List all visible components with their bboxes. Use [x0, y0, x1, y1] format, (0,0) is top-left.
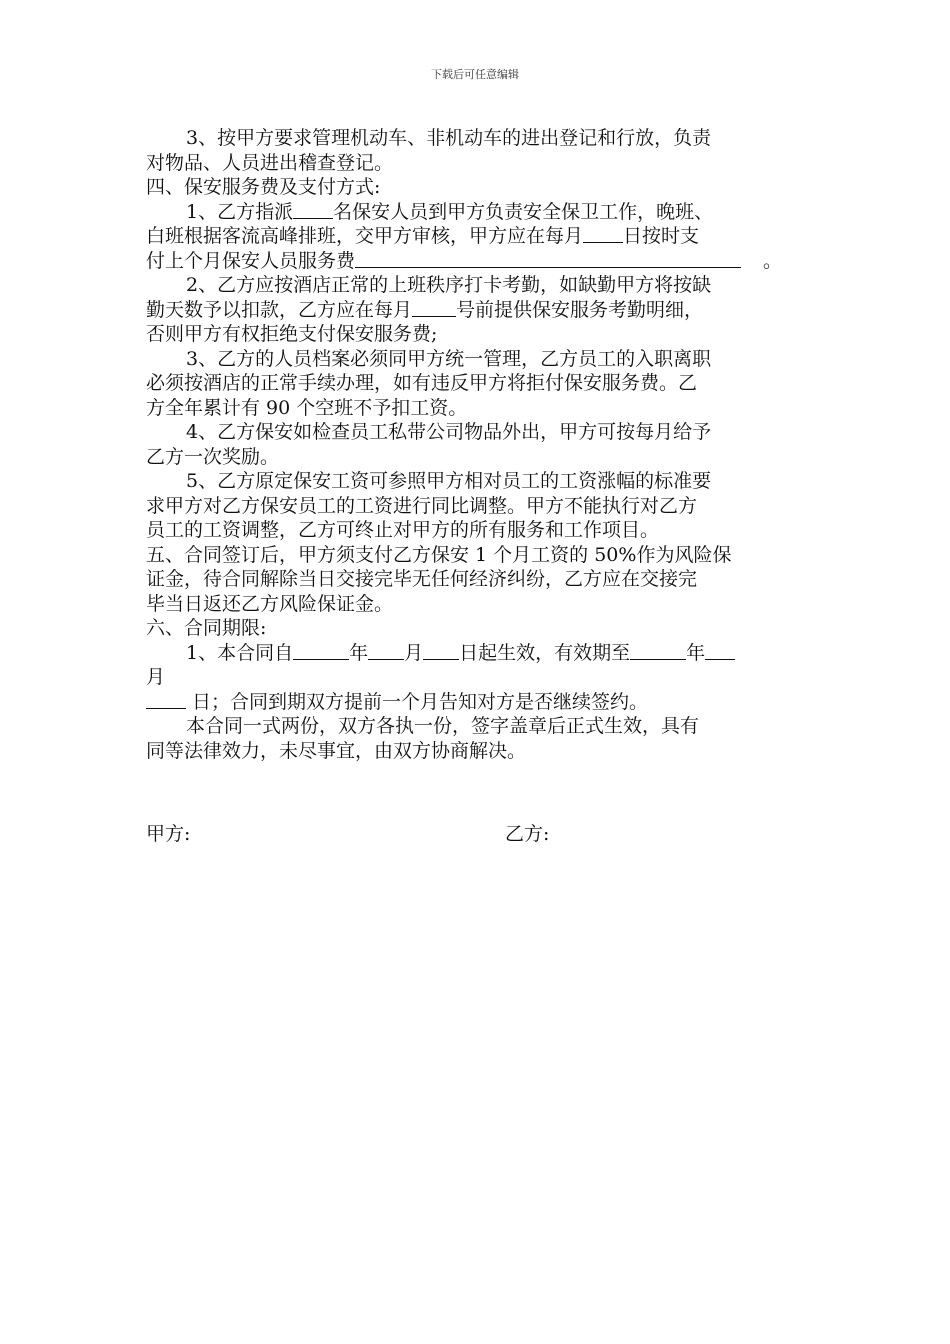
section-4-item-3-line-2: 必须按酒店的正常手续办理，如有违反甲方将拒付保安服务费。乙: [146, 372, 698, 394]
blank-end-month[interactable]: [705, 641, 735, 660]
section-4-item-2-line-1: 2、乙方应按酒店正常的上班秩序打卡考勤，如缺勤甲方将按缺: [186, 274, 712, 296]
text-segment: 名保安人员到甲方负责安全保卫工作，晚班、: [333, 200, 714, 223]
contract-body: [146, 126, 806, 763]
section-4-item-3-line-3: 方全年累计有 90 个空班不予扣工资。: [146, 396, 468, 419]
text-segment: 1、乙方指派: [186, 200, 294, 223]
section-5-line-3: 毕当日返还乙方风险保证金。: [146, 592, 394, 615]
party-a-signature-label: 甲方:: [146, 823, 191, 845]
blank-attendance-day[interactable]: [412, 298, 456, 317]
blank-service-fee[interactable]: [355, 249, 741, 268]
text-segment: 日按时支: [623, 225, 700, 247]
text-segment: 白班根据客流高峰排班，交甲方审核，甲方应在每月: [146, 225, 584, 247]
section-4-item-2-line-2: [146, 298, 806, 323]
section-7-line-1: 本合同一式两份，双方各执一份，签字盖章后正式生效，具有: [186, 715, 700, 737]
text-segment: 1、本合同自: [186, 641, 294, 664]
section-6-item-1-line-3: [146, 690, 806, 715]
section-4-item-5-line-2: 求甲方对乙方保安员工的工资进行同比调整。甲方不能执行对乙方: [146, 494, 698, 517]
section-4-item-3-line-1: 3、乙方的人员档案必须同甲方统一管理，乙方员工的入职离职: [186, 347, 712, 370]
section-4-item-4-line-2: 乙方一次奖励。: [146, 445, 280, 468]
blank-start-day[interactable]: [423, 641, 459, 660]
section-5-line-1: 五、合同签订后，甲方须支付乙方保安 1 个月工资的 50%作为风险保: [146, 543, 732, 566]
section-4-item-2-line-3: 否则甲方有权拒绝支付保安服务费;: [146, 323, 438, 345]
section-7-line-2: 同等法律效力，未尽事宜，由双方协商解决。: [146, 739, 527, 762]
section-5-line-2: 证金，待合同解除当日交接完毕无任何经济纠纷，乙方应在交接完: [146, 568, 698, 590]
blank-payment-day[interactable]: [583, 224, 623, 243]
blank-guard-count[interactable]: [293, 200, 333, 219]
text-segment: 号前提供保安服务考勤明细，: [456, 298, 704, 321]
party-b-signature-label: 乙方:: [505, 823, 550, 845]
section-4-item-5-line-1: 5、乙方原定保安工资可参照甲方相对员工的工资涨幅的标准要: [186, 470, 712, 492]
text-segment: 付上个月保安人员服务费: [146, 249, 356, 272]
text-segment: 勤天数予以扣款，乙方应在每月: [146, 298, 413, 321]
section-4-item-1-line-1: [146, 200, 806, 225]
section-4-item-5-line-3: 员工的工资调整，乙方可终止对甲方的所有服务和工作项目。: [146, 519, 660, 541]
section-4-title: 四、保安服务费及支付方式:: [146, 176, 381, 198]
section-6-title: 六、合同期限:: [146, 617, 267, 639]
text-segment: 。: [763, 249, 783, 272]
section-6-item-1-line-2: 月: [146, 666, 166, 688]
clause-3-line-1: 3、按甲方要求管理机动车、非机动车的进出登记和行放，负责: [186, 127, 712, 149]
text-segment: 日起生效，有效期至: [459, 641, 631, 664]
clause-3-line-2: 对物品、人员进出稽查登记。: [146, 151, 394, 174]
text-segment: 年: [686, 641, 706, 664]
section-4-item-4-line-1: 4、乙方保安如检查员工私带公司物品外出，甲方可按每月给予: [186, 421, 712, 443]
text-segment: 年: [349, 641, 369, 664]
page-header-note: 下载后可任意编辑: [431, 68, 519, 81]
section-6-item-1-line-1: [146, 641, 806, 666]
section-4-item-1-line-2: [146, 224, 806, 249]
blank-end-year[interactable]: [630, 641, 686, 660]
section-4-item-1-line-3: [146, 249, 806, 274]
blank-start-year[interactable]: [293, 641, 349, 660]
text-segment: 月: [404, 641, 424, 664]
blank-end-day[interactable]: [146, 690, 186, 709]
text-segment: 日；合同到期双方提前一个月告知对方是否继续签约。: [186, 690, 649, 713]
blank-start-month[interactable]: [368, 641, 404, 660]
